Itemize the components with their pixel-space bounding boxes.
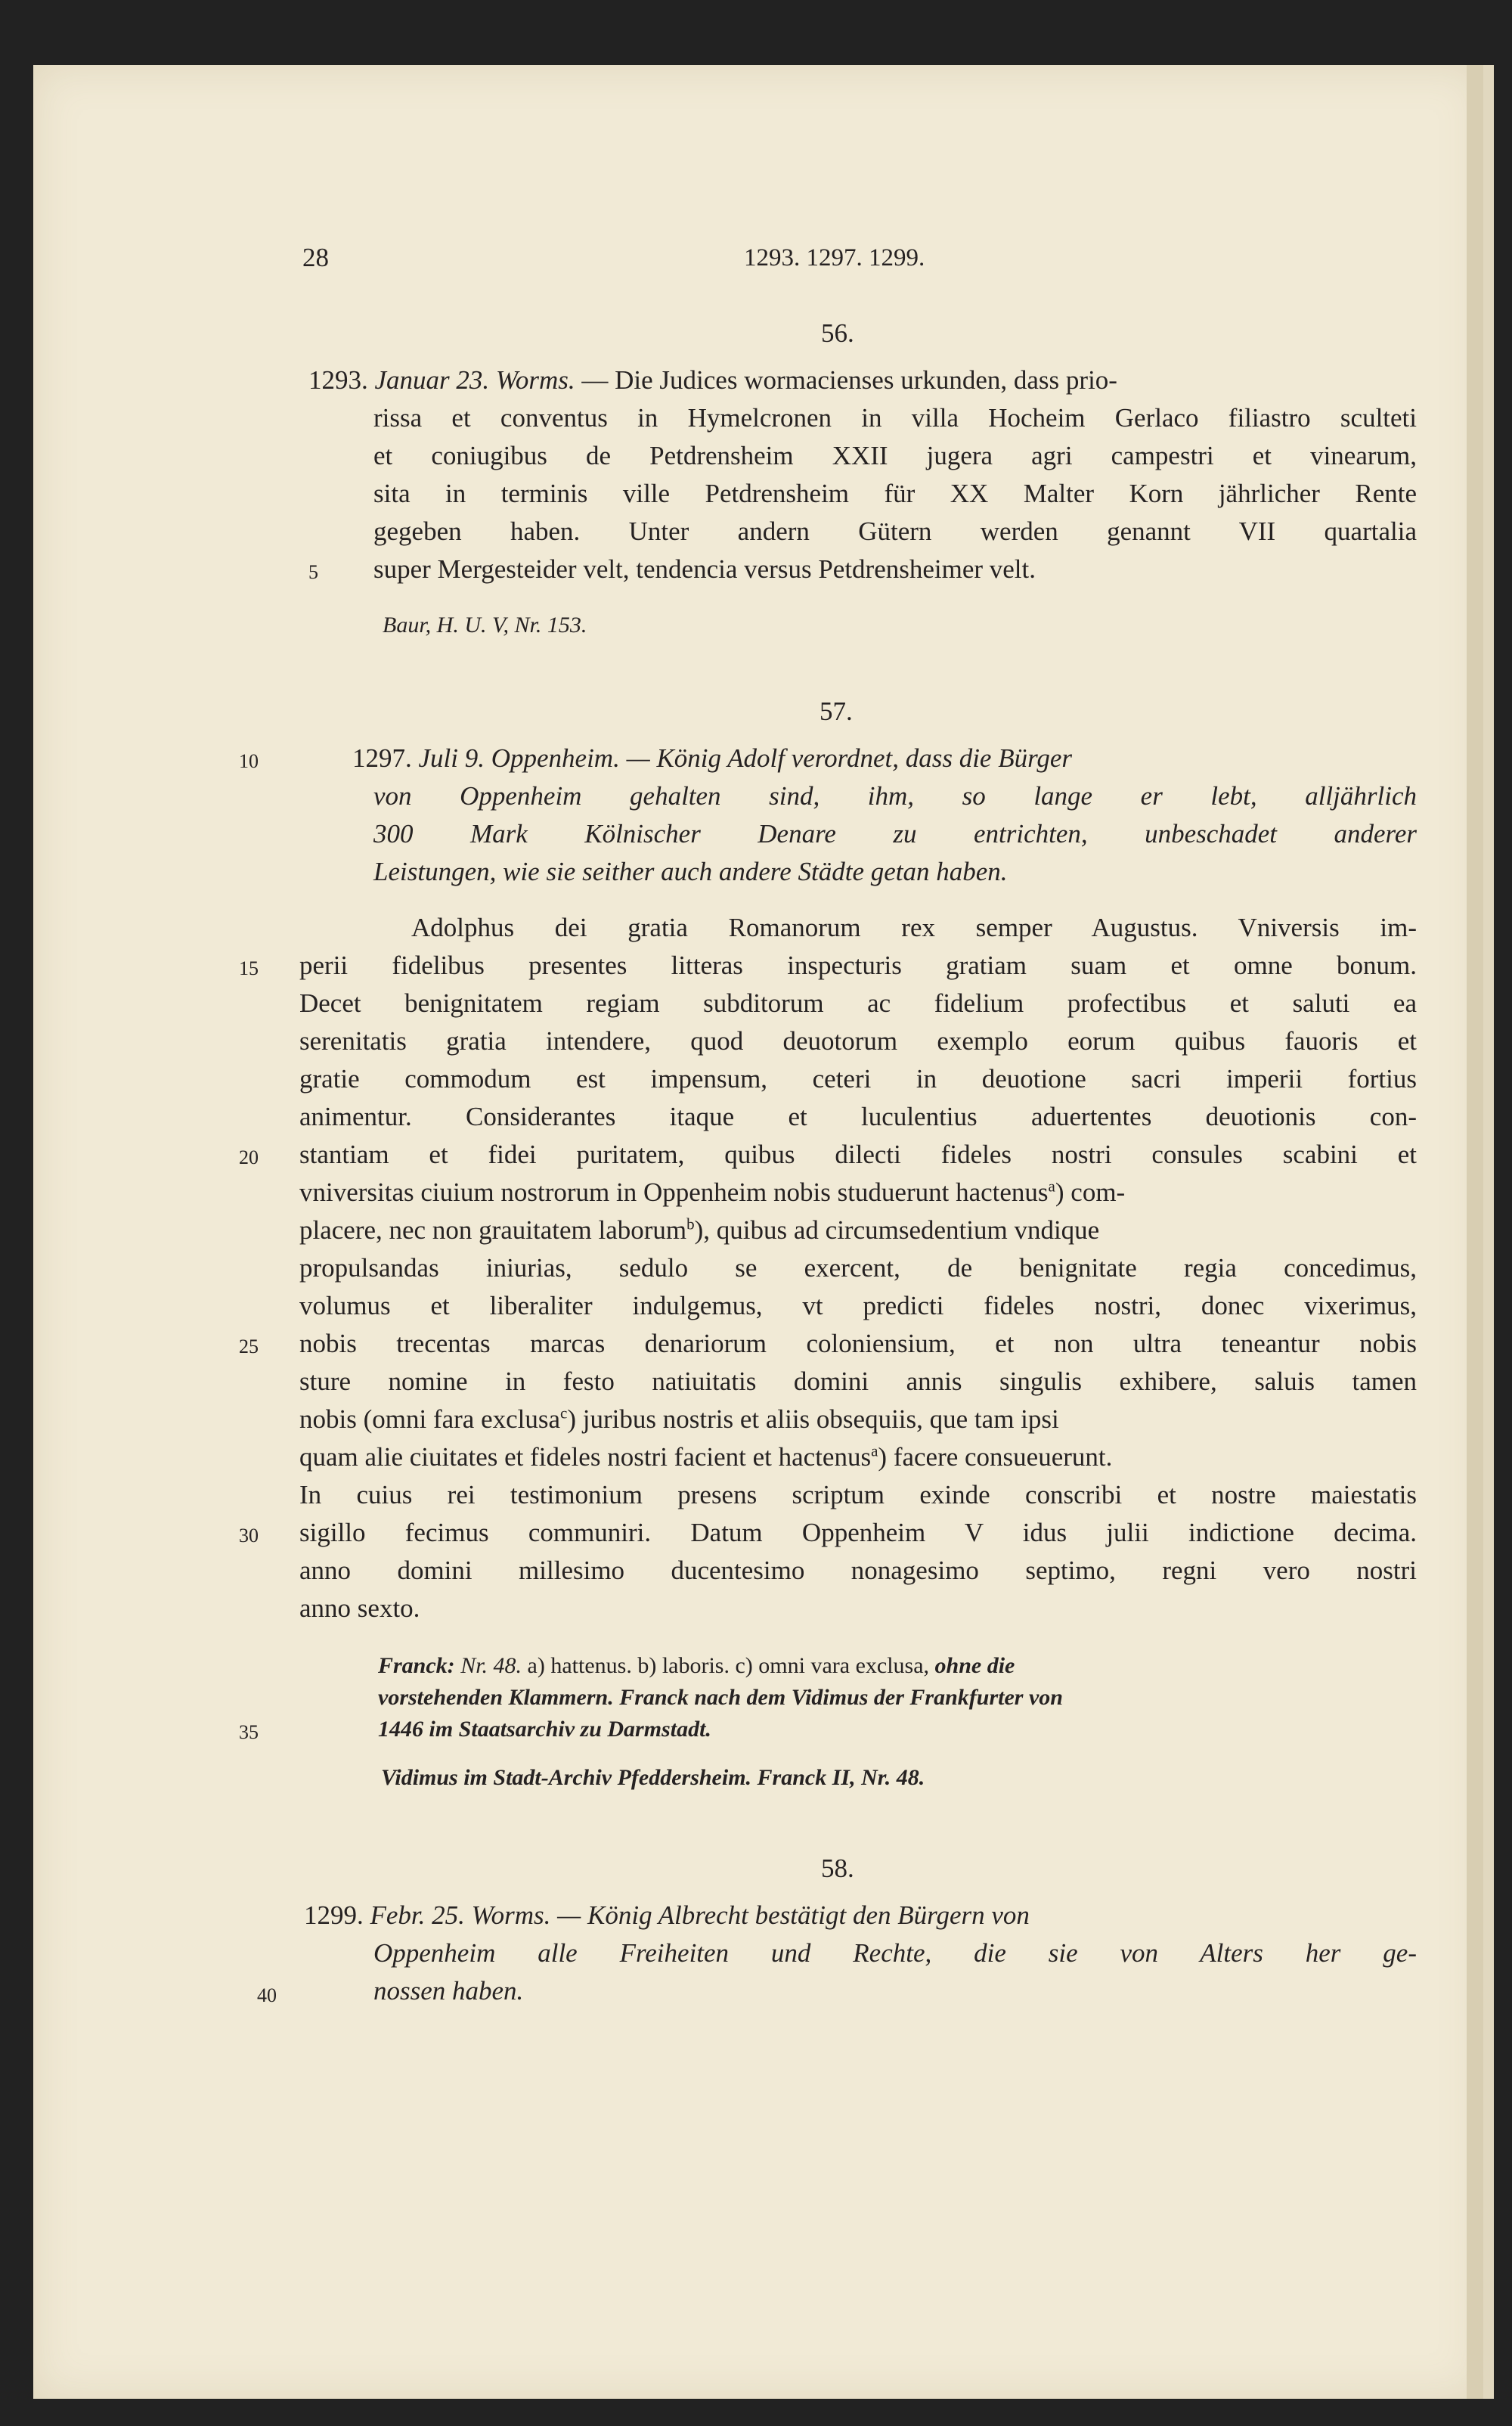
doc57-place: Oppenheim.: [491, 743, 620, 773]
line-number: 5: [308, 561, 318, 583]
doc57-regest-0: — König Adolf verordnet, dass die Bürger: [626, 743, 1073, 773]
doc57-regest: 300 Mark Kölnischer Denare zu entrichten, unbeschadet anderer: [373, 819, 1417, 848]
doc58-date: 1299.: [304, 1900, 364, 1930]
doc57-text-line: nobis trecentas marcas denariorum coloniensium, et non ultra teneantur nobis: [299, 1329, 1417, 1358]
doc56-date-italic: Januar 23.: [374, 365, 490, 395]
doc57-text-line: [299, 1174, 1125, 1211]
book-page: [33, 65, 1494, 2399]
doc58-date-italic: Febr. 25.: [370, 1900, 465, 1930]
line-number: 30: [239, 1525, 259, 1546]
doc57-text-line: propulsandas iniurias, sedulo se exercent, de benignitate regia concedimus,: [299, 1253, 1417, 1283]
doc57-date-italic: Juli 9.: [418, 743, 485, 773]
doc56-heading: [308, 361, 1117, 399]
doc57-text-part: ) com-: [1055, 1177, 1126, 1207]
doc56-date: 1293.: [308, 365, 368, 395]
doc57-text-line: perii fidelibus presentes litteras inspecturis gratiam suam et omne bonum.: [299, 951, 1417, 980]
doc-number-56: 56.: [821, 318, 854, 348]
doc58-place: Worms.: [471, 1900, 551, 1930]
doc56-line: rissa et conventus in Hymelcronen in villa Hocheim Gerlaco filiastro sculteti: [373, 403, 1417, 433]
doc58-regest-0: — König Albrecht bestätigt den Bürgern von: [557, 1900, 1030, 1930]
running-title: 1293. 1297. 1299.: [744, 244, 925, 271]
doc-number-58: 58.: [821, 1854, 854, 1883]
doc57-note-line: vorstehenden Klammern. Franck nach dem Vidimus der Frankfurter von: [378, 1685, 1063, 1710]
doc56-line: super Mergesteider velt, tendencia versus Petdrensheimer velt.: [373, 554, 1036, 584]
doc57-text-line: [299, 1211, 1099, 1249]
doc57-heading: [352, 740, 1072, 777]
line-number: 20: [239, 1146, 259, 1168]
doc56-line-0: — Die Judices wormacienses urkunden, dass prio-: [581, 365, 1117, 395]
doc57-text-line: animentur. Considerantes itaque et luculentius aduertentes deuotionis con-: [299, 1102, 1417, 1131]
doc57-text-part: vniversitas ciuium nostrorum in Oppenheim nobis studuerunt hactenus: [299, 1177, 1049, 1207]
page-number: 28: [302, 243, 329, 272]
doc57-text-part: placere, nec non grauitatem laborum: [299, 1215, 687, 1245]
note-franck: Franck:: [378, 1653, 455, 1678]
doc57-text-part: ) juribus nostris et aliis obsequiis, que tam ipsi: [567, 1404, 1059, 1434]
doc57-text-line: anno sexto.: [299, 1593, 420, 1623]
doc58-heading: [304, 1897, 1030, 1934]
note-ohne-die: ohne die: [934, 1653, 1015, 1678]
doc56-line: sita in terminis ville Petdrensheim für XX Malter Korn jährlicher Rente: [373, 479, 1417, 508]
footnote-ref-b: b: [686, 1215, 695, 1233]
doc57-text-line: [299, 1401, 1059, 1438]
doc57-text-line: sture nomine in festo natiuitatis domini annis singulis exhibere, saluis tamen: [299, 1367, 1417, 1396]
doc56-place: Worms.: [495, 365, 575, 395]
line-number: 10: [239, 750, 259, 772]
doc56-source: Baur, H. U. V, Nr. 153.: [383, 613, 587, 638]
doc57-text-line: Adolphus dei gratia Romanorum rex semper Augustus. Vniversis im-: [411, 913, 1417, 942]
doc58-regest: Oppenheim alle Freiheiten und Rechte, die sie von Alters her ge-: [373, 1938, 1417, 1968]
footnote-ref-a: a: [871, 1441, 878, 1460]
doc57-text-line: gratie commodum est impensum, ceteri in deuotione sacri imperii fortius: [299, 1064, 1417, 1094]
doc57-text-line: volumus et liberaliter indulgemus, vt predicti fideles nostri, donec vixerimus,: [299, 1291, 1417, 1320]
footnote-ref-c: c: [560, 1404, 568, 1422]
doc57-text-line: stantiam et fidei puritatem, quibus dilecti fideles nostri consules scabini et: [299, 1140, 1417, 1169]
doc57-text-line: [299, 1438, 1112, 1476]
doc57-text-line: anno domini millesimo ducentesimo nonagesimo septimo, regni vero nostri: [299, 1556, 1417, 1585]
doc57-regest: Leistungen, wie sie seither auch andere Städte getan haben.: [373, 857, 1008, 886]
line-number: 35: [239, 1721, 259, 1743]
doc57-text-part: ) facere consueuerunt.: [878, 1442, 1113, 1472]
doc58-regest: nossen haben.: [373, 1976, 524, 2006]
doc56-line: et coniugibus de Petdrensheim XXII jugera agri campestri et vinearum,: [373, 441, 1417, 470]
doc57-text-line: Decet benignitatem regiam subditorum ac fidelium profectibus et saluti ea: [299, 988, 1417, 1018]
page-edge: [1467, 65, 1483, 2399]
doc57-text-part: nobis (omni fara exclusa: [299, 1404, 561, 1434]
doc57-regest: von Oppenheim gehalten sind, ihm, so lange er lebt, alljährlich: [373, 781, 1417, 811]
line-number: 25: [239, 1336, 259, 1357]
doc57-text-line: sigillo fecimus communiri. Datum Oppenheim V idus julii indictione decima.: [299, 1518, 1417, 1547]
line-number: 40: [257, 1984, 277, 2006]
doc57-text-line: In cuius rei testimonium presens scriptum exinde conscribi et nostre maiestatis: [299, 1480, 1417, 1509]
doc57-text-line: serenitatis gratia intendere, quod deuotorum exemplo eorum quibus fauoris et: [299, 1026, 1417, 1056]
doc57-note-line: 1446 im Staatsarchiv zu Darmstadt.: [378, 1717, 711, 1742]
doc-number-57: 57.: [820, 696, 853, 726]
line-number: 15: [239, 957, 259, 979]
doc57-text-part: ), quibus ad circumsedentium vndique: [694, 1215, 1100, 1245]
doc56-line: gegeben haben. Unter andern Gütern werden genannt VII quartalia: [373, 517, 1417, 546]
note-franck-nr: Nr. 48.: [460, 1653, 522, 1678]
note-variants: a) hattenus. b) laboris. c) omni vara exclusa,: [527, 1653, 930, 1678]
doc57-text-part: quam alie ciuitates et fideles nostri facient et hactenus: [299, 1442, 872, 1472]
footnote-ref-a: a: [1048, 1177, 1055, 1196]
doc57-vidimus: Vidimus im Stadt-Archiv Pfeddersheim. Franck II, Nr. 48.: [381, 1765, 925, 1790]
doc57-date: 1297.: [352, 743, 412, 773]
